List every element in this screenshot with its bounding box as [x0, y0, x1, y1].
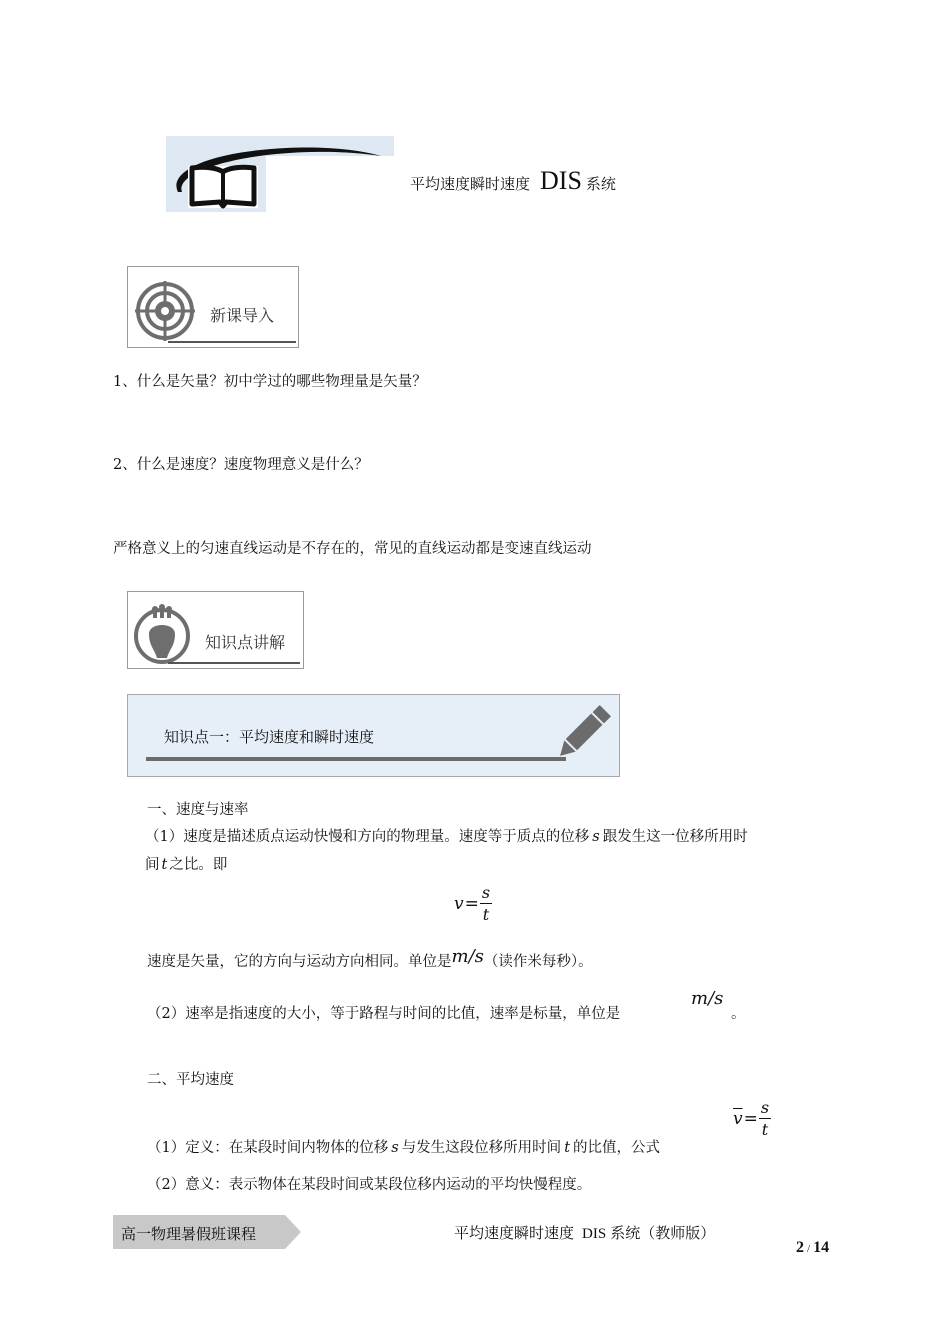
text-run: 速度是矢量，它的方向与运动方向相同。单位是 [147, 954, 452, 970]
part1-paragraph-2 [147, 946, 593, 972]
text-run: （1）速度是描述质点运动快慢和方向的物理量。速度等于质点的位移 [145, 829, 590, 845]
formula-denominator: t [761, 1120, 769, 1139]
formula-denominator: t [482, 905, 490, 924]
formula-fraction [759, 1100, 771, 1138]
symbol-t: t [161, 857, 168, 873]
formula-fraction [480, 885, 492, 923]
formula-lhs: v [454, 894, 464, 914]
symbol-s: s [592, 829, 600, 845]
lightbulb-head-icon [133, 604, 191, 666]
unit-mps: m/s [451, 946, 484, 967]
pencil-icon [552, 703, 612, 765]
knowledge-point-box [127, 694, 620, 777]
text-run: 跟发生这一位移所用时 [602, 829, 748, 845]
text-run: 。 [731, 1006, 746, 1022]
header-title-suffix: 系统 [585, 175, 616, 193]
text-run: 平均速度瞬时速度 [454, 1224, 575, 1242]
page-total: 14 [813, 1239, 830, 1256]
part2-heading: 二、平均速度 [147, 1072, 234, 1088]
velocity-formula [454, 885, 492, 923]
header-banner [166, 136, 394, 212]
formula-numerator: s [760, 1098, 770, 1117]
formula-eq: = [743, 1109, 758, 1129]
text-run: 的比值，公式 [573, 1140, 661, 1156]
footer-course-label: 高一物理暑假班课程 [121, 1225, 257, 1243]
page-separator: / [807, 1243, 811, 1255]
part1-heading: 一、速度与速率 [147, 802, 249, 818]
footer-doc-title [454, 1222, 715, 1243]
symbol-t: t [564, 1140, 571, 1156]
knowledge-point-underline [146, 757, 566, 761]
part1-paragraph-3 [147, 1006, 620, 1023]
part1-paragraph-1-line-1 [145, 829, 748, 846]
intro-statement: 严格意义上的匀速直线运动是不存在的，常见的直线运动都是变速直线运动 [113, 541, 592, 557]
section-new-lesson [127, 266, 299, 348]
section-new-lesson-label: 新课导入 [210, 306, 275, 325]
section-underline [168, 662, 300, 664]
part1-paragraph-1-line-2 [145, 857, 227, 874]
text-run: 与发生这段位移所用时间 [401, 1140, 562, 1156]
formula-eq: = [464, 894, 479, 914]
part2-paragraph-1 [147, 1140, 660, 1157]
page-number [796, 1239, 829, 1257]
text-run: 间 [145, 857, 160, 873]
unit-mps: m/s [691, 988, 724, 1009]
knowledge-point-title: 知识点一：平均速度和瞬时速度 [164, 728, 375, 746]
book-icon [166, 136, 394, 212]
part2-paragraph-2: （2）意义：表示物体在某段时间或某段位移内运动的平均快慢程度。 [147, 1177, 592, 1193]
page-current: 2 [796, 1239, 804, 1256]
text-run: 系统（教师版） [610, 1224, 716, 1242]
text-run: DIS [582, 1226, 607, 1242]
section-underline [168, 341, 296, 343]
formula-numerator: s [481, 883, 491, 902]
formula-lhs: $\overline{v}$ [733, 1109, 743, 1129]
symbol-s: s [391, 1140, 399, 1156]
header-title [410, 166, 616, 196]
header-title-cn: 平均速度瞬时速度 [410, 175, 531, 193]
text-run: （1）定义：在某段时间内物体的位移 [147, 1140, 389, 1156]
header-title-dis: DIS [540, 166, 582, 195]
question-2: 2、什么是速度？速度物理意义是什么？ [113, 457, 369, 473]
text-run: （2）速率是指速度的大小，等于路程与时间的比值，速率是标量，单位是 [147, 1006, 621, 1022]
section-knowledge-label: 知识点讲解 [205, 633, 286, 652]
text-run: （读作米每秒）。 [483, 954, 593, 970]
average-velocity-formula [733, 1100, 771, 1138]
target-icon [135, 281, 195, 341]
text-run: 之比。即 [169, 857, 228, 873]
section-knowledge [127, 591, 304, 669]
question-1: 1、什么是矢量？初中学过的哪些物理量是矢量？ [113, 374, 427, 390]
